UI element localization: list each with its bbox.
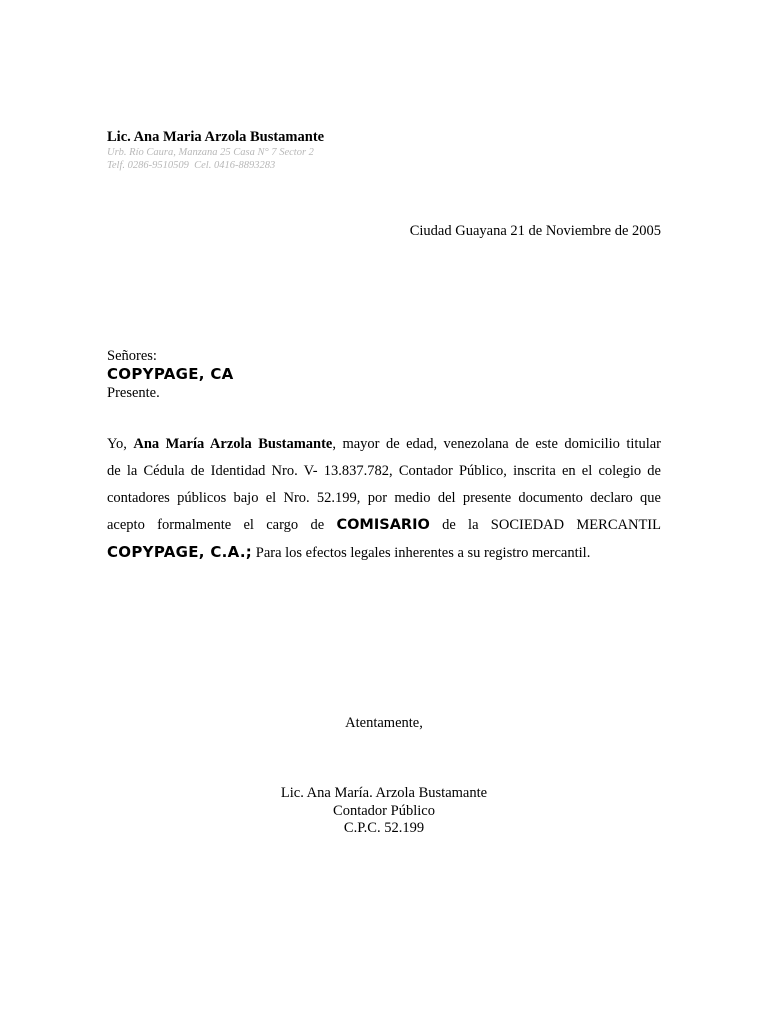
body-text: Para los efectos legales inherentes a su registro mercantil.: [252, 545, 591, 561]
recipient-company: COPYPAGE, CA: [107, 365, 234, 383]
body-text: de la SOCIEDAD MERCANTIL: [429, 517, 661, 533]
letter-body: [107, 431, 661, 566]
author-name: Ana María Arzola Bustamante: [133, 436, 333, 452]
letterhead-address: Urb. Río Caura, Manzana 25 Casa N° 7 Sector 2: [107, 147, 314, 158]
body-line-3: contadores públicos bajo el Nro. 52.199, por medio del presente documento declaro que: [107, 490, 661, 506]
closing: Atentamente,: [345, 715, 423, 731]
signature-name: Lic. Ana María. Arzola Bustamante: [280, 785, 488, 801]
body-line-2: de la Cédula de Identidad Nro. V- 13.837.782, Contador Público, inscrita en el colegio de: [107, 463, 661, 479]
letter-date: Ciudad Guayana 21 de Noviembre de 2005: [409, 223, 661, 239]
body-line-4: [107, 512, 661, 539]
signature-title: Contador Público: [333, 802, 435, 819]
body-text: , mayor de edad, venezolana de este domicilio titular: [332, 436, 661, 452]
letterhead: [107, 128, 324, 172]
signature-block: [0, 785, 768, 838]
recipient-block: [107, 347, 234, 403]
signature-cpc: C.P.C. 52.199: [343, 820, 425, 836]
body-text: Yo,: [107, 436, 134, 452]
body-text: acepto formalmente el cargo de: [107, 517, 337, 533]
body-line-5: [107, 539, 661, 566]
company-name: COPYPAGE, C.A.;: [107, 543, 253, 561]
salutation: Señores:: [107, 348, 157, 364]
role-comisario: COMISARIO: [336, 517, 430, 533]
letterhead-phones: Telf. 0286-9510509 Cel. 0416-8893283: [107, 160, 276, 171]
body-line-1: [107, 431, 661, 458]
presente-line: Presente.: [107, 385, 160, 401]
letterhead-name: Lic. Ana Maria Arzola Bustamante: [107, 129, 325, 145]
